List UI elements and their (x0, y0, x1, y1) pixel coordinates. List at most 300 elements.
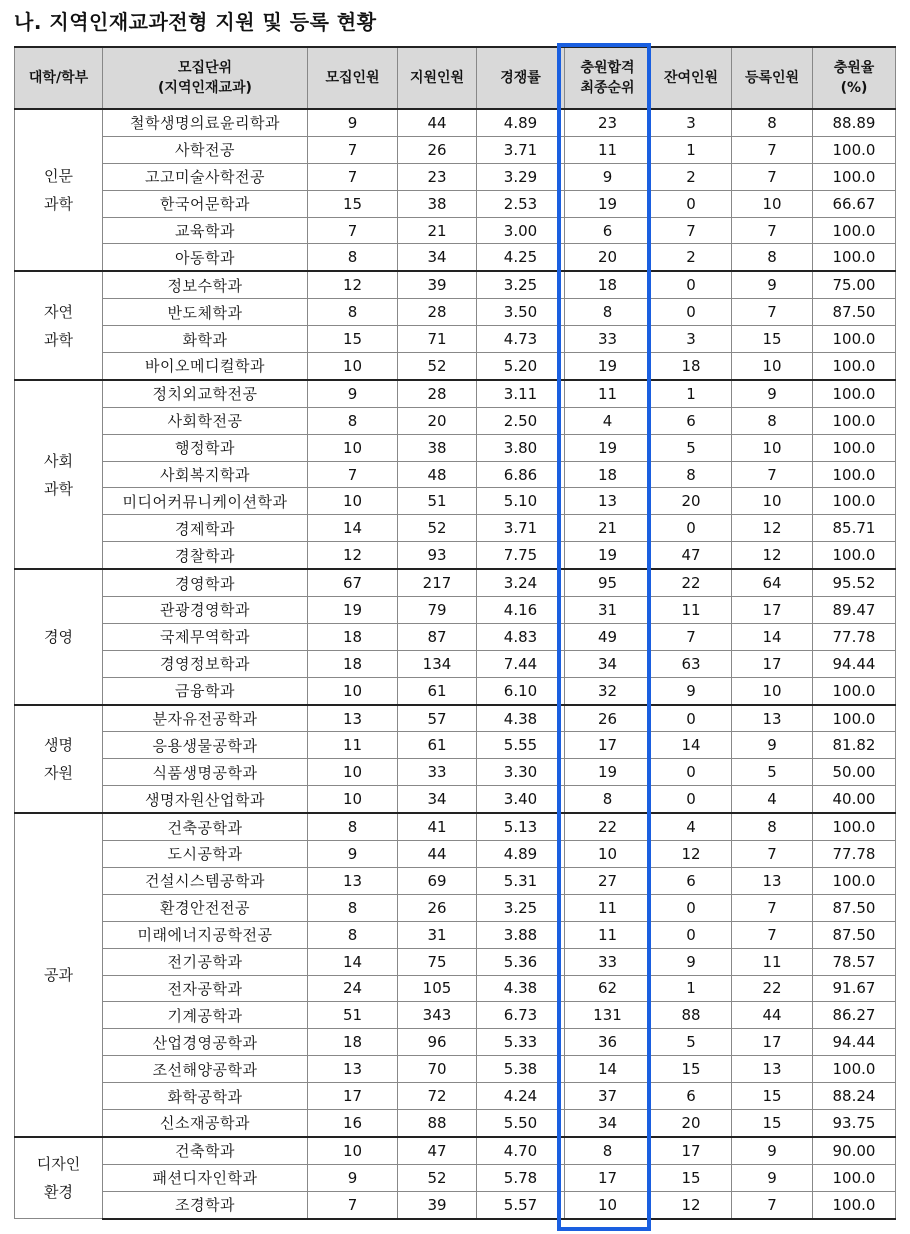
applicants-cell: 48 (398, 461, 477, 488)
quota-cell: 15 (308, 190, 398, 217)
table-row (15, 271, 896, 298)
department-cell: 분자유전공학과 (103, 705, 308, 732)
applicants-cell: 61 (398, 677, 477, 704)
registered-cell: 14 (732, 623, 813, 650)
applicants-cell: 41 (398, 813, 477, 840)
final-rank-cell: 95 (565, 569, 651, 596)
final-rank-cell: 19 (565, 759, 651, 786)
registered-cell: 9 (732, 732, 813, 759)
remaining-cell: 6 (651, 1083, 732, 1110)
remaining-cell: 7 (651, 623, 732, 650)
department-cell: 철학생명의료윤리학과 (103, 109, 308, 136)
department-cell: 사회학전공 (103, 407, 308, 434)
final-rank-cell: 62 (565, 975, 651, 1002)
final-rank-cell: 17 (565, 1164, 651, 1191)
department-cell: 경영정보학과 (103, 650, 308, 677)
header-registered: 등록인원 (732, 47, 813, 109)
registration-table (14, 46, 896, 1220)
registered-cell: 7 (732, 163, 813, 190)
final-rank-cell: 27 (565, 867, 651, 894)
registered-cell: 7 (732, 217, 813, 244)
ratio-cell: 7.75 (477, 542, 565, 569)
remaining-cell: 0 (651, 921, 732, 948)
quota-cell: 51 (308, 1002, 398, 1029)
applicants-cell: 34 (398, 244, 477, 271)
applicants-cell: 26 (398, 136, 477, 163)
college-cell (15, 1137, 103, 1219)
department-cell: 건설시스템공학과 (103, 867, 308, 894)
fill-rate-cell: 88.89 (813, 109, 896, 136)
department-cell: 식품생명공학과 (103, 759, 308, 786)
ratio-cell: 3.24 (477, 569, 565, 596)
table-row (15, 1083, 896, 1110)
ratio-cell: 3.80 (477, 434, 565, 461)
registered-cell: 22 (732, 975, 813, 1002)
registered-cell: 4 (732, 786, 813, 813)
final-rank-cell: 33 (565, 948, 651, 975)
fill-rate-cell: 88.24 (813, 1083, 896, 1110)
department-cell: 미디어커뮤니케이션학과 (103, 488, 308, 515)
remaining-cell: 18 (651, 353, 732, 380)
table-row (15, 190, 896, 217)
table-row (15, 894, 896, 921)
final-rank-cell: 31 (565, 597, 651, 624)
final-rank-cell: 19 (565, 353, 651, 380)
final-rank-cell: 18 (565, 461, 651, 488)
registered-cell: 17 (732, 597, 813, 624)
fill-rate-cell: 66.67 (813, 190, 896, 217)
quota-cell: 14 (308, 948, 398, 975)
college-cell (15, 109, 103, 271)
college-cell (15, 380, 103, 569)
ratio-cell: 4.25 (477, 244, 565, 271)
fill-rate-cell: 100.0 (813, 136, 896, 163)
applicants-cell: 26 (398, 894, 477, 921)
table-row (15, 434, 896, 461)
remaining-cell: 9 (651, 948, 732, 975)
quota-cell: 9 (308, 1164, 398, 1191)
table-row (15, 948, 896, 975)
remaining-cell: 3 (651, 109, 732, 136)
department-cell: 도시공학과 (103, 841, 308, 868)
registered-cell: 64 (732, 569, 813, 596)
college-cell (15, 271, 103, 380)
quota-cell: 10 (308, 353, 398, 380)
table-row (15, 353, 896, 380)
final-rank-cell: 8 (565, 299, 651, 326)
table-row (15, 1191, 896, 1218)
final-rank-cell: 8 (565, 1137, 651, 1164)
final-rank-cell: 49 (565, 623, 651, 650)
quota-cell: 19 (308, 597, 398, 624)
department-cell: 화학과 (103, 326, 308, 353)
registered-cell: 8 (732, 407, 813, 434)
department-cell: 바이오메디컬학과 (103, 353, 308, 380)
header-quota: 모집인원 (308, 47, 398, 109)
table-row (15, 163, 896, 190)
fill-rate-cell: 87.50 (813, 894, 896, 921)
final-rank-cell: 33 (565, 326, 651, 353)
quota-cell: 10 (308, 759, 398, 786)
header-college: 대학/학부 (15, 47, 103, 109)
registered-cell: 9 (732, 271, 813, 298)
remaining-cell: 0 (651, 705, 732, 732)
table-row (15, 841, 896, 868)
ratio-cell: 4.89 (477, 109, 565, 136)
ratio-cell: 2.50 (477, 407, 565, 434)
table-row (15, 299, 896, 326)
college-cell (15, 813, 103, 1137)
college-name-line: 생명 (44, 735, 73, 754)
fill-rate-cell: 85.71 (813, 515, 896, 542)
quota-cell: 9 (308, 841, 398, 868)
fill-rate-cell: 100.0 (813, 326, 896, 353)
quota-cell: 67 (308, 569, 398, 596)
ratio-cell: 3.71 (477, 515, 565, 542)
final-rank-cell: 19 (565, 542, 651, 569)
header-unit-line2: (지역인재교과) (158, 80, 252, 96)
ratio-cell: 4.83 (477, 623, 565, 650)
final-rank-cell: 14 (565, 1056, 651, 1083)
fill-rate-cell: 78.57 (813, 948, 896, 975)
registered-cell: 8 (732, 813, 813, 840)
quota-cell: 16 (308, 1109, 398, 1136)
department-cell: 정보수학과 (103, 271, 308, 298)
applicants-cell: 51 (398, 488, 477, 515)
page-title: 나. 지역인재교과전형 지원 및 등록 현황 (14, 10, 377, 34)
final-rank-cell: 34 (565, 1109, 651, 1136)
final-rank-cell: 131 (565, 1002, 651, 1029)
applicants-cell: 28 (398, 380, 477, 407)
fill-rate-cell: 95.52 (813, 569, 896, 596)
registered-cell: 15 (732, 1083, 813, 1110)
college-name-line: 환경 (44, 1182, 73, 1201)
remaining-cell: 0 (651, 299, 732, 326)
quota-cell: 9 (308, 380, 398, 407)
ratio-cell: 3.30 (477, 759, 565, 786)
table-row (15, 705, 896, 732)
final-rank-cell: 11 (565, 921, 651, 948)
remaining-cell: 63 (651, 650, 732, 677)
quota-cell: 18 (308, 650, 398, 677)
final-rank-cell: 8 (565, 786, 651, 813)
table-row (15, 569, 896, 596)
remaining-cell: 6 (651, 407, 732, 434)
remaining-cell: 11 (651, 597, 732, 624)
table-row (15, 217, 896, 244)
quota-cell: 8 (308, 244, 398, 271)
registered-cell: 8 (732, 244, 813, 271)
department-cell: 조경학과 (103, 1191, 308, 1218)
applicants-cell: 96 (398, 1029, 477, 1056)
ratio-cell: 4.38 (477, 705, 565, 732)
final-rank-cell: 4 (565, 407, 651, 434)
final-rank-cell: 26 (565, 705, 651, 732)
final-rank-cell: 11 (565, 380, 651, 407)
registered-cell: 7 (732, 841, 813, 868)
header-fill-rate (813, 47, 896, 109)
applicants-cell: 38 (398, 434, 477, 461)
fill-rate-cell: 100.0 (813, 244, 896, 271)
fill-rate-cell: 86.27 (813, 1002, 896, 1029)
fill-rate-cell: 91.67 (813, 975, 896, 1002)
fill-rate-cell: 100.0 (813, 542, 896, 569)
department-cell: 기계공학과 (103, 1002, 308, 1029)
final-rank-cell: 11 (565, 136, 651, 163)
department-cell: 조선해양공학과 (103, 1056, 308, 1083)
quota-cell: 10 (308, 1137, 398, 1164)
applicants-cell: 31 (398, 921, 477, 948)
final-rank-cell: 19 (565, 434, 651, 461)
fill-rate-cell: 100.0 (813, 813, 896, 840)
applicants-cell: 52 (398, 1164, 477, 1191)
header-fill-rate-line2: (%) (840, 80, 868, 96)
final-rank-cell: 9 (565, 163, 651, 190)
department-cell: 고고미술사학전공 (103, 163, 308, 190)
applicants-cell: 34 (398, 786, 477, 813)
department-cell: 응용생물공학과 (103, 732, 308, 759)
department-cell: 전자공학과 (103, 975, 308, 1002)
remaining-cell: 5 (651, 434, 732, 461)
college-name-line: 과학 (44, 479, 73, 498)
ratio-cell: 3.00 (477, 217, 565, 244)
table-row (15, 407, 896, 434)
final-rank-cell: 20 (565, 244, 651, 271)
applicants-cell: 79 (398, 597, 477, 624)
fill-rate-cell: 100.0 (813, 677, 896, 704)
college-name-line: 과학 (44, 330, 73, 349)
ratio-cell: 6.86 (477, 461, 565, 488)
remaining-cell: 8 (651, 461, 732, 488)
final-rank-cell: 13 (565, 488, 651, 515)
department-cell: 패션디자인학과 (103, 1164, 308, 1191)
college-name-line: 경영 (44, 627, 73, 646)
registered-cell: 8 (732, 109, 813, 136)
registered-cell: 17 (732, 1029, 813, 1056)
quota-cell: 8 (308, 407, 398, 434)
registered-cell: 10 (732, 677, 813, 704)
ratio-cell: 6.73 (477, 1002, 565, 1029)
remaining-cell: 3 (651, 326, 732, 353)
fill-rate-cell: 94.44 (813, 1029, 896, 1056)
fill-rate-cell: 94.44 (813, 650, 896, 677)
ratio-cell: 5.31 (477, 867, 565, 894)
table-row (15, 759, 896, 786)
final-rank-cell: 17 (565, 732, 651, 759)
applicants-cell: 93 (398, 542, 477, 569)
remaining-cell: 0 (651, 759, 732, 786)
header-unit (103, 47, 308, 109)
ratio-cell: 4.38 (477, 975, 565, 1002)
fill-rate-cell: 100.0 (813, 163, 896, 190)
table-row (15, 380, 896, 407)
quota-cell: 12 (308, 542, 398, 569)
quota-cell: 24 (308, 975, 398, 1002)
ratio-cell: 4.70 (477, 1137, 565, 1164)
department-cell: 산업경영공학과 (103, 1029, 308, 1056)
applicants-cell: 44 (398, 109, 477, 136)
fill-rate-cell: 100.0 (813, 488, 896, 515)
fill-rate-cell: 100.0 (813, 353, 896, 380)
department-cell: 사회복지학과 (103, 461, 308, 488)
final-rank-cell: 21 (565, 515, 651, 542)
ratio-cell: 5.57 (477, 1191, 565, 1218)
registered-cell: 13 (732, 1056, 813, 1083)
table-row (15, 1056, 896, 1083)
applicants-cell: 44 (398, 841, 477, 868)
registered-cell: 10 (732, 488, 813, 515)
registered-cell: 10 (732, 353, 813, 380)
quota-cell: 15 (308, 326, 398, 353)
registered-cell: 7 (732, 921, 813, 948)
remaining-cell: 0 (651, 271, 732, 298)
remaining-cell: 12 (651, 1191, 732, 1218)
ratio-cell: 6.10 (477, 677, 565, 704)
applicants-cell: 23 (398, 163, 477, 190)
applicants-cell: 69 (398, 867, 477, 894)
final-rank-cell: 23 (565, 109, 651, 136)
table-row (15, 677, 896, 704)
department-cell: 경제학과 (103, 515, 308, 542)
table-row (15, 461, 896, 488)
table-row (15, 326, 896, 353)
applicants-cell: 39 (398, 271, 477, 298)
fill-rate-cell: 77.78 (813, 623, 896, 650)
header-remaining: 잔여인원 (651, 47, 732, 109)
remaining-cell: 12 (651, 841, 732, 868)
department-cell: 생명자원산업학과 (103, 786, 308, 813)
fill-rate-cell: 100.0 (813, 217, 896, 244)
fill-rate-cell: 77.78 (813, 841, 896, 868)
quota-cell: 13 (308, 867, 398, 894)
table-row (15, 732, 896, 759)
quota-cell: 13 (308, 1056, 398, 1083)
final-rank-cell: 34 (565, 650, 651, 677)
ratio-cell: 7.44 (477, 650, 565, 677)
fill-rate-cell: 100.0 (813, 407, 896, 434)
remaining-cell: 88 (651, 1002, 732, 1029)
remaining-cell: 0 (651, 515, 732, 542)
header-ratio: 경쟁률 (477, 47, 565, 109)
applicants-cell: 72 (398, 1083, 477, 1110)
ratio-cell: 5.38 (477, 1056, 565, 1083)
table-row (15, 623, 896, 650)
fill-rate-cell: 50.00 (813, 759, 896, 786)
registered-cell: 9 (732, 1137, 813, 1164)
table-row (15, 515, 896, 542)
remaining-cell: 22 (651, 569, 732, 596)
ratio-cell: 3.25 (477, 271, 565, 298)
table-body (15, 109, 896, 1219)
quota-cell: 7 (308, 461, 398, 488)
final-rank-cell: 37 (565, 1083, 651, 1110)
header-fill-rate-line1: 충원율 (833, 60, 875, 76)
remaining-cell: 20 (651, 488, 732, 515)
fill-rate-cell: 100.0 (813, 1191, 896, 1218)
ratio-cell: 4.16 (477, 597, 565, 624)
ratio-cell: 3.50 (477, 299, 565, 326)
department-cell: 건축공학과 (103, 813, 308, 840)
ratio-cell: 5.78 (477, 1164, 565, 1191)
ratio-cell: 5.55 (477, 732, 565, 759)
remaining-cell: 47 (651, 542, 732, 569)
applicants-cell: 134 (398, 650, 477, 677)
remaining-cell: 15 (651, 1164, 732, 1191)
ratio-cell: 5.36 (477, 948, 565, 975)
registered-cell: 7 (732, 1191, 813, 1218)
department-cell: 한국어문학과 (103, 190, 308, 217)
fill-rate-cell: 93.75 (813, 1109, 896, 1136)
applicants-cell: 21 (398, 217, 477, 244)
department-cell: 관광경영학과 (103, 597, 308, 624)
applicants-cell: 39 (398, 1191, 477, 1218)
ratio-cell: 4.73 (477, 326, 565, 353)
applicants-cell: 87 (398, 623, 477, 650)
college-name-line: 자원 (44, 763, 73, 782)
applicants-cell: 20 (398, 407, 477, 434)
table-row (15, 244, 896, 271)
final-rank-cell: 19 (565, 190, 651, 217)
applicants-cell: 57 (398, 705, 477, 732)
table-row (15, 813, 896, 840)
department-cell: 국제무역학과 (103, 623, 308, 650)
college-name-line: 과학 (44, 195, 73, 214)
ratio-cell: 3.88 (477, 921, 565, 948)
final-rank-cell: 10 (565, 841, 651, 868)
quota-cell: 8 (308, 813, 398, 840)
quota-cell: 10 (308, 677, 398, 704)
remaining-cell: 15 (651, 1056, 732, 1083)
table-row (15, 650, 896, 677)
ratio-cell: 3.71 (477, 136, 565, 163)
department-cell: 미래에너지공학전공 (103, 921, 308, 948)
department-cell: 화학공학과 (103, 1083, 308, 1110)
quota-cell: 7 (308, 136, 398, 163)
college-name-line: 인문 (44, 167, 73, 186)
registered-cell: 15 (732, 1109, 813, 1136)
department-cell: 교육학과 (103, 217, 308, 244)
final-rank-cell: 22 (565, 813, 651, 840)
ratio-cell: 3.11 (477, 380, 565, 407)
quota-cell: 14 (308, 515, 398, 542)
quota-cell: 8 (308, 299, 398, 326)
table-header-row (15, 47, 896, 109)
fill-rate-cell: 89.47 (813, 597, 896, 624)
applicants-cell: 217 (398, 569, 477, 596)
department-cell: 금융학과 (103, 677, 308, 704)
registered-cell: 7 (732, 299, 813, 326)
ratio-cell: 5.33 (477, 1029, 565, 1056)
registered-cell: 11 (732, 948, 813, 975)
final-rank-cell: 18 (565, 271, 651, 298)
header-final-rank-line2: 최종순위 (580, 80, 635, 96)
registered-cell: 9 (732, 1164, 813, 1191)
applicants-cell: 61 (398, 732, 477, 759)
department-cell: 건축학과 (103, 1137, 308, 1164)
applicants-cell: 70 (398, 1056, 477, 1083)
department-cell: 정치외교학전공 (103, 380, 308, 407)
table-row (15, 109, 896, 136)
quota-cell: 7 (308, 1191, 398, 1218)
remaining-cell: 20 (651, 1109, 732, 1136)
applicants-cell: 343 (398, 1002, 477, 1029)
ratio-cell: 4.89 (477, 841, 565, 868)
quota-cell: 13 (308, 705, 398, 732)
department-cell: 경찰학과 (103, 542, 308, 569)
fill-rate-cell: 75.00 (813, 271, 896, 298)
registered-cell: 10 (732, 190, 813, 217)
final-rank-cell: 36 (565, 1029, 651, 1056)
